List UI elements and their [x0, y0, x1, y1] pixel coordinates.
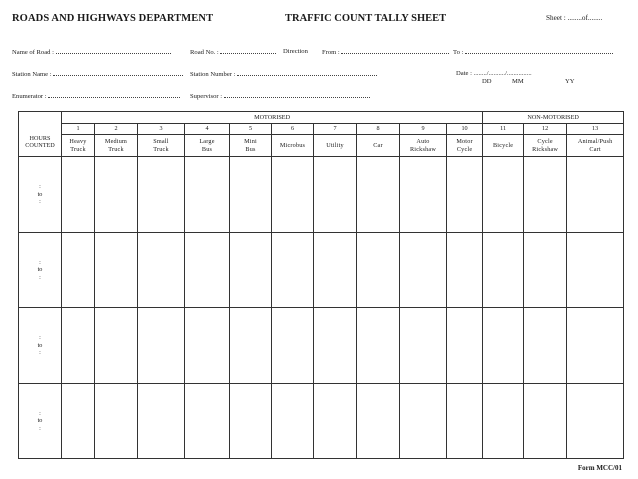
- station-name-label: Station Name :: [12, 71, 54, 78]
- vehicle-category-line1: Motor: [456, 138, 473, 145]
- table-row: [19, 157, 624, 233]
- tally-cell[interactable]: [447, 232, 483, 308]
- time-period-cell[interactable]: [19, 383, 62, 459]
- tally-cell[interactable]: [400, 157, 447, 233]
- tally-cell[interactable]: [185, 383, 230, 459]
- vehicle-category-header: [483, 135, 524, 157]
- vehicle-category-header: [230, 135, 272, 157]
- time-period-mark: to: [37, 190, 43, 198]
- tally-cell[interactable]: [567, 232, 624, 308]
- vehicle-category-line1: Medium: [104, 138, 128, 145]
- tally-cell[interactable]: [567, 157, 624, 233]
- vehicle-category-header: [138, 135, 185, 157]
- vehicle-category-line2: Cycle: [456, 145, 473, 153]
- station-number-label: Station Number :: [190, 71, 238, 78]
- time-period-cell[interactable]: [19, 157, 62, 233]
- column-number: 9: [400, 124, 447, 135]
- vehicle-category-header: [447, 135, 483, 157]
- time-period-cell[interactable]: [19, 308, 62, 384]
- station-name-blank[interactable]: [53, 70, 183, 76]
- column-number: 2: [95, 124, 138, 135]
- category-row: [19, 135, 624, 157]
- name-of-road-blank[interactable]: [56, 48, 171, 54]
- column-number: 6: [272, 124, 314, 135]
- time-period-mark: to: [37, 266, 43, 273]
- tally-cell[interactable]: [62, 383, 95, 459]
- time-period-mark: :: [39, 409, 41, 417]
- vehicle-category-line1: Heavy: [69, 138, 87, 145]
- vehicle-category-header: [400, 135, 447, 157]
- vehicle-category-header: [314, 135, 357, 157]
- vehicle-category-line1: Auto: [416, 138, 430, 145]
- time-period-mark: :: [39, 334, 41, 341]
- tally-cell[interactable]: [185, 157, 230, 233]
- to-label: To :: [453, 49, 465, 56]
- tally-cell[interactable]: [272, 232, 314, 308]
- vehicle-category-line2: Bus: [245, 145, 256, 153]
- table-row: [19, 383, 624, 459]
- tally-cell[interactable]: [447, 308, 483, 384]
- column-number: 8: [357, 124, 400, 135]
- tally-cell[interactable]: [62, 157, 95, 233]
- time-period-mark: to: [37, 417, 43, 424]
- tally-cell[interactable]: [483, 308, 524, 384]
- column-number: 12: [524, 124, 567, 135]
- vehicle-category-line2: Cart: [589, 145, 601, 153]
- tally-cell[interactable]: [138, 157, 185, 233]
- date-dd-label: DD: [482, 78, 492, 85]
- vehicle-category-line1: Large: [199, 138, 215, 145]
- time-period-mark: :: [39, 349, 41, 356]
- name-of-road-label: Name of Road :: [12, 49, 56, 56]
- non-motorised-group-header: NON-MOTORISED: [483, 112, 624, 124]
- column-number: 1: [62, 124, 95, 135]
- time-period-mark: to: [37, 341, 43, 349]
- tally-cell[interactable]: [524, 308, 567, 384]
- vehicle-category-header: [567, 135, 624, 157]
- vehicle-category-line1: Bicycle: [492, 141, 514, 149]
- form-number: Form MCC/01: [577, 464, 622, 472]
- counted-label: COUNTED: [25, 142, 55, 149]
- vehicle-category-line1: Car: [373, 141, 383, 149]
- tally-cell[interactable]: [230, 232, 272, 308]
- tally-cell[interactable]: [230, 157, 272, 233]
- time-period-mark: :: [39, 424, 41, 432]
- date-field[interactable]: Date : ......../........../...............: [456, 70, 532, 77]
- sheet-title: TRAFFIC COUNT TALLY SHEET: [285, 13, 447, 24]
- time-period-cell[interactable]: [19, 232, 62, 308]
- tally-cell[interactable]: [483, 232, 524, 308]
- direction-label: Direction: [283, 48, 308, 55]
- vehicle-category-line2: Truck: [70, 145, 86, 153]
- time-period-mark: :: [39, 258, 41, 266]
- vehicle-category-line2: Rickshaw: [409, 145, 436, 153]
- tally-cell[interactable]: [314, 232, 357, 308]
- tally-body: [19, 157, 624, 459]
- table-row: [19, 308, 624, 384]
- to-field[interactable]: [453, 48, 613, 56]
- tally-cell[interactable]: [524, 232, 567, 308]
- vehicle-category-header: [357, 135, 400, 157]
- column-number-row: [19, 124, 624, 135]
- tally-cell[interactable]: [230, 308, 272, 384]
- to-blank[interactable]: [465, 48, 613, 54]
- tally-cell[interactable]: [447, 157, 483, 233]
- tally-cell[interactable]: [567, 308, 624, 384]
- vehicle-category-line1: Cycle: [537, 138, 553, 145]
- supervisor-label: Supervisor :: [190, 93, 224, 100]
- vehicle-category-line1: Mini: [244, 138, 257, 145]
- vehicle-category-header: [62, 135, 95, 157]
- tally-cell[interactable]: [357, 383, 400, 459]
- column-number: 10: [447, 124, 483, 135]
- station-name-field[interactable]: [12, 70, 183, 78]
- time-period-mark: :: [39, 183, 41, 190]
- tally-cell[interactable]: [447, 383, 483, 459]
- from-label: From :: [322, 49, 342, 56]
- station-number-blank[interactable]: [237, 70, 377, 76]
- column-number: 11: [483, 124, 524, 135]
- vehicle-category-line1: Small: [153, 138, 169, 145]
- tally-cell[interactable]: [95, 308, 138, 384]
- tally-cell[interactable]: [62, 308, 95, 384]
- tally-cell[interactable]: [185, 308, 230, 384]
- vehicle-category-line1: Utility: [326, 141, 344, 149]
- table-row: [19, 232, 624, 308]
- tally-cell[interactable]: [314, 308, 357, 384]
- column-number: 4: [185, 124, 230, 135]
- name-of-road-field[interactable]: [12, 48, 171, 56]
- road-no-label: Road No. :: [190, 49, 221, 56]
- tally-cell[interactable]: [272, 157, 314, 233]
- vehicle-category-line1: Microbus: [279, 141, 306, 149]
- vehicle-category-line1: Animal/Push: [577, 138, 613, 145]
- tally-cell[interactable]: [483, 157, 524, 233]
- tally-cell[interactable]: [62, 232, 95, 308]
- vehicle-category-line2: Bus: [201, 145, 213, 153]
- vehicle-category-header: [95, 135, 138, 157]
- tally-cell[interactable]: [400, 308, 447, 384]
- tally-cell[interactable]: [314, 157, 357, 233]
- hours-counted-header: [19, 112, 62, 157]
- vehicle-category-line2: Truck: [108, 145, 124, 153]
- tally-cell[interactable]: [357, 232, 400, 308]
- vehicle-category-header: [185, 135, 230, 157]
- supervisor-blank[interactable]: [224, 92, 370, 98]
- tally-cell[interactable]: [272, 308, 314, 384]
- supervisor-field[interactable]: [190, 92, 370, 100]
- road-no-field[interactable]: [190, 48, 276, 56]
- from-field[interactable]: [322, 48, 449, 56]
- time-period-mark: :: [39, 198, 41, 205]
- column-number: 3: [138, 124, 185, 135]
- tally-cell[interactable]: [357, 157, 400, 233]
- column-number: 13: [567, 124, 624, 135]
- enumerator-field[interactable]: [12, 92, 180, 100]
- tally-cell[interactable]: [314, 383, 357, 459]
- tally-cell[interactable]: [483, 383, 524, 459]
- tally-table: [18, 111, 624, 459]
- from-blank[interactable]: [341, 48, 449, 54]
- tally-cell[interactable]: [400, 383, 447, 459]
- road-no-blank[interactable]: [220, 48, 276, 54]
- vehicle-category-header: [272, 135, 314, 157]
- tally-cell[interactable]: [230, 383, 272, 459]
- vehicle-category-line2: Truck: [153, 145, 169, 153]
- time-period-mark: :: [39, 273, 41, 281]
- department-name: ROADS AND HIGHWAYS DEPARTMENT: [12, 13, 214, 24]
- tally-cell[interactable]: [138, 308, 185, 384]
- tally-cell[interactable]: [138, 232, 185, 308]
- tally-cell[interactable]: [185, 232, 230, 308]
- column-number: 5: [230, 124, 272, 135]
- enumerator-label: Enumerator :: [12, 93, 49, 100]
- column-number: 7: [314, 124, 357, 135]
- tally-cell[interactable]: [138, 383, 185, 459]
- tally-cell[interactable]: [567, 383, 624, 459]
- tally-cell[interactable]: [524, 383, 567, 459]
- date-yy-label: YY: [565, 78, 575, 85]
- tally-cell[interactable]: [95, 383, 138, 459]
- station-number-field[interactable]: [190, 70, 377, 78]
- vehicle-category-header: [524, 135, 567, 157]
- date-mm-label: MM: [512, 78, 524, 85]
- tally-cell[interactable]: [95, 232, 138, 308]
- vehicle-category-line2: Rickshaw: [532, 145, 559, 153]
- tally-cell[interactable]: [400, 232, 447, 308]
- tally-cell[interactable]: [95, 157, 138, 233]
- motorised-group-header: MOTORISED: [62, 112, 483, 124]
- hours-label: HOURS: [29, 134, 51, 142]
- sheet-number: Sheet : ........of........: [546, 14, 603, 22]
- tally-cell[interactable]: [272, 383, 314, 459]
- tally-cell[interactable]: [524, 157, 567, 233]
- enumerator-blank[interactable]: [48, 92, 180, 98]
- tally-cell[interactable]: [357, 308, 400, 384]
